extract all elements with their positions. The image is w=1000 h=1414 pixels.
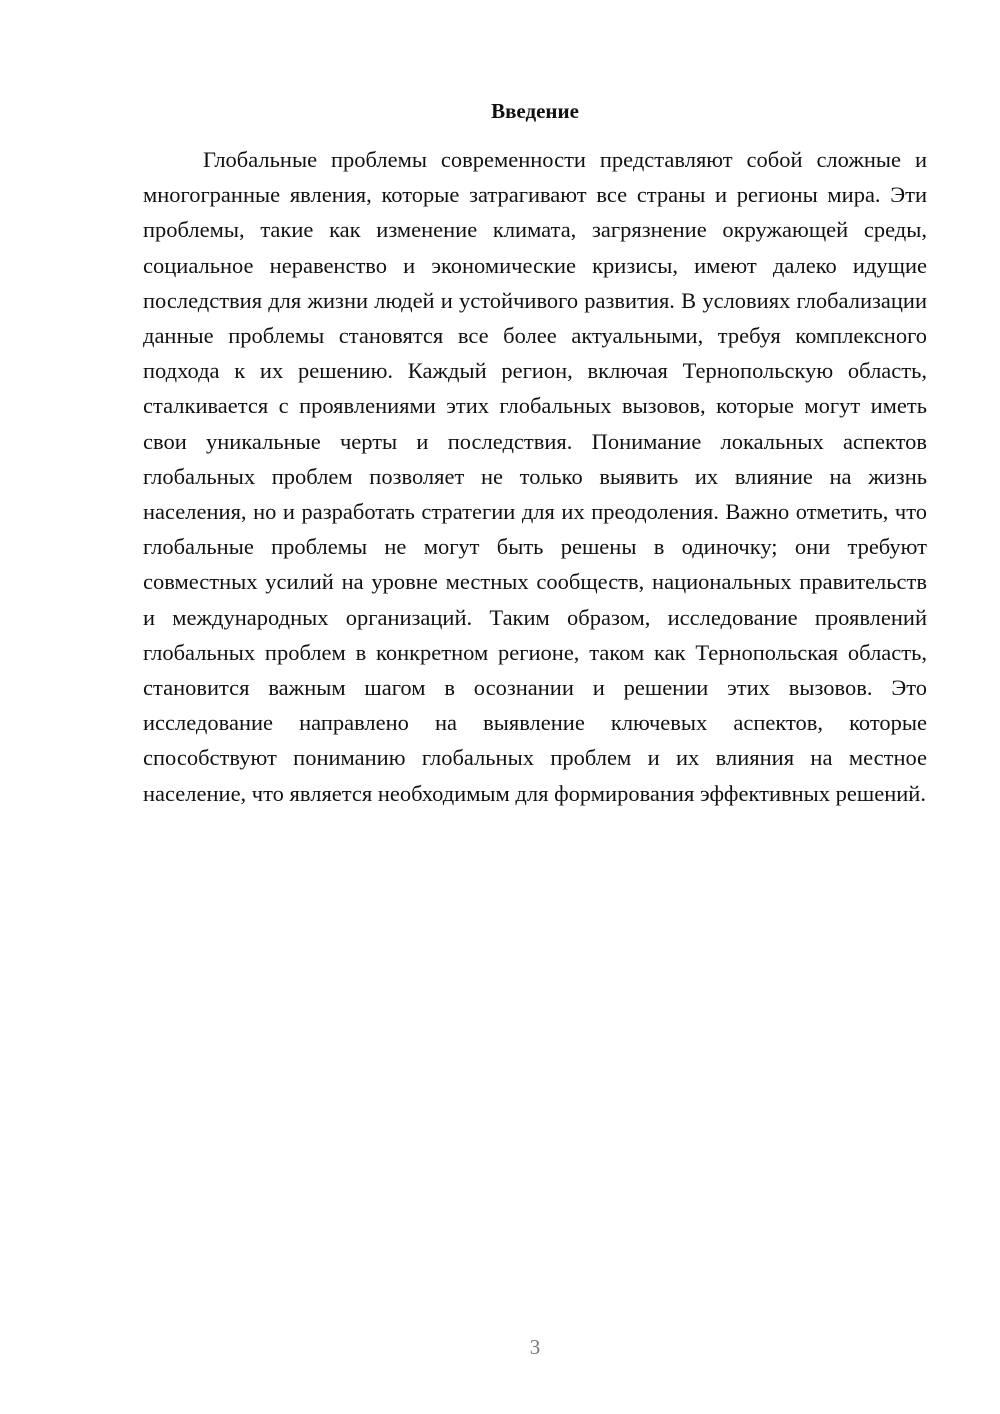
body-paragraph: Глобальные проблемы современности представляют собой сложные и многогранные явления, которые затрагивают все страны и регионы мира. Эти проблемы, такие как изменение климата, загрязнение окружающей среды, социальное неравенство и экономические кризисы, имеют далеко идущие последствия для жизни людей и устойчивого развития. В условиях глобализации данные проблемы становятся все более актуальными, требуя комплексного подхода к их решению. Каждый регион, включая Тернопольскую область, сталкивается с проявлениями этих глобальных вызовов, которые могут иметь свои уникальные черты и последствия. Понимание локальных аспектов глобальных проблем позволяет не только выявить их влияние на жизнь населения, но и разработать стратегии для их преодоления. Важно отметить, что глобальные проблемы не могут быть решены в одиночку; они требуют совместных усилий на уровне местных сообществ, национальных правительств и международных организаций. Таким образом, исследование проявлений глобальных проблем в конкретном регионе, таком как Тернопольская область, становится важным шагом в осознании и решении этих вызовов. Это исследование направлено на выявление ключевых аспектов, которые способствуют пониманию глобальных проблем и их влияния на местное население, что является необходимым для формирования эффективных решений.	[143, 147, 927, 806]
section-heading: Введение	[491, 99, 579, 123]
page-number: 3	[529, 1335, 541, 1359]
